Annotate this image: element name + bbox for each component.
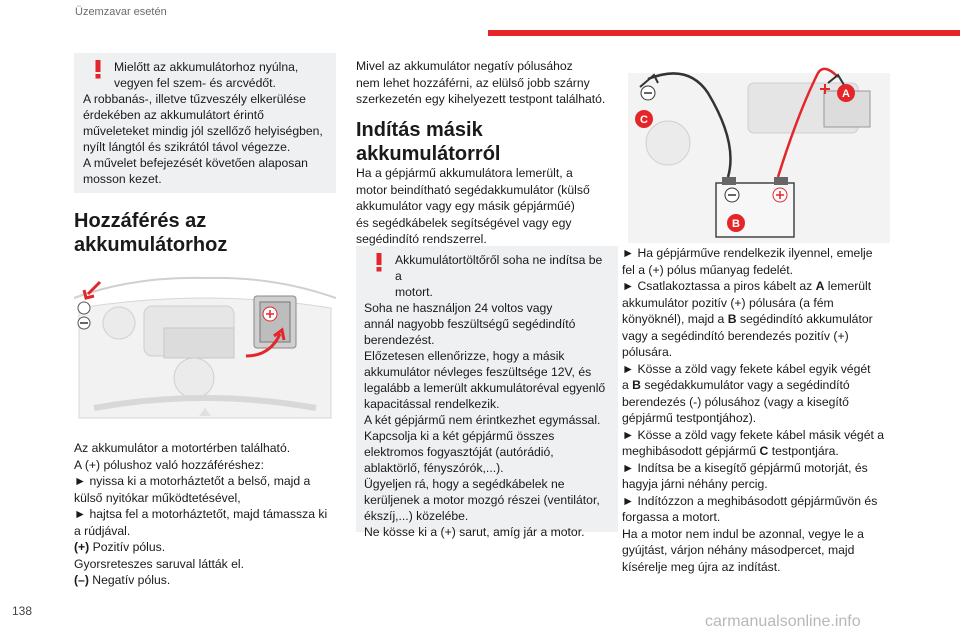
step-line [622, 493, 912, 510]
step-text: fel a (+) pólus műanyag fedelét. [622, 262, 794, 277]
warning-body-line: A két gépjármű nem érintkezhet egymással. [364, 413, 601, 427]
warning-body-line: berendezést. [364, 333, 435, 347]
body-line: nem lehet hozzáférni, az elülső jobb szárny [356, 75, 590, 90]
warning-body-line: Ügyeljen rá, hogy a segédkábelek ne [364, 477, 565, 491]
step-text: hagyja járni néhány percig. [622, 477, 768, 491]
heading-line: Hozzáférés az [74, 210, 207, 232]
step-text: testpontjára. [768, 444, 839, 458]
body-line: akkumulátor vagy egy másik gépjárműé) [356, 199, 575, 213]
ref-B: B [632, 378, 641, 392]
warning-line: motort. [395, 285, 433, 299]
page-number: 138 [12, 604, 33, 618]
step-line [622, 278, 912, 295]
section-heading-jump-start [356, 118, 618, 166]
step-text: kísérelje meg újra az indítást. [622, 559, 781, 574]
body-line: külső nyitókar működtetésével, [74, 490, 241, 505]
step-text: pólusára. [622, 345, 673, 359]
step-line [622, 328, 912, 345]
body-line: segédindító rendszerrel. [356, 232, 487, 246]
step-line [622, 262, 912, 279]
body-line: Az akkumulátor a motortérben található. [74, 441, 291, 455]
warning-body-line: Soha ne használjon 24 voltos vagy [364, 301, 553, 315]
warning-body-line: ablaktörlő, fényszórók,...). [364, 461, 504, 475]
body-line: ► hajtsa fel a motorháztetőt, majd támassza ki [74, 507, 328, 521]
step-text: berendezés (-) pólusához (vagy a kisegítő [622, 394, 849, 409]
warning-body-line: kerüljenek a motor mozgó részei (ventilátor, [364, 493, 600, 507]
step-line [622, 344, 912, 361]
warning-lead [364, 252, 610, 300]
warning-body-line: Ne kösse ki a (+) sarut, amíg jár a motor. [364, 525, 585, 539]
body-line: Mivel az akkumulátor negatív pólusához [356, 59, 573, 73]
step-line [622, 377, 912, 394]
legend-plus-continuation: Gyorsreteszes saruval látták el. [74, 556, 245, 571]
legend-minus-symbol: (–) [74, 573, 89, 587]
step-line [622, 526, 912, 543]
warning-box-jump-start [356, 246, 618, 539]
step-line [622, 509, 912, 526]
body-line: szerkezetén egy kihelyezett testpont található. [356, 92, 606, 106]
step-text: meghibásodott gépjármű [622, 444, 760, 458]
battery-access-text [74, 440, 344, 589]
heading-line: akkumulátorhoz [74, 234, 228, 256]
ground-point-intro [356, 58, 618, 108]
page-header-title: Üzemzavar esetén [75, 6, 167, 18]
warning-line: Mielőtt az akkumulátorhoz nyúlna, [114, 60, 299, 74]
warning-box-battery-safety [74, 53, 336, 193]
warning-lead [83, 59, 328, 91]
legend-minus-text: Negatív pólus. [88, 573, 171, 587]
body-line: ► nyissa ki a motorháztetőt a belső, majd a [74, 474, 311, 488]
step-text: forgassa a motort. [622, 510, 721, 524]
step-text: akkumulátor pozitív (+) pólusára (a fém [622, 295, 834, 310]
step-line [622, 443, 912, 460]
step-line [622, 295, 912, 312]
exclamation-icon [93, 59, 103, 79]
step-text: Ha a motor nem indul be azonnal, vegye le a [622, 526, 864, 541]
warning-body-line: elektromos fogyasztóját (autórádió, [364, 445, 554, 459]
step-text: ► Csatlakoztassa a piros kábelt az [622, 279, 816, 293]
step-text: ► Indítózzon a meghibásodott gépjárművön és [622, 493, 878, 508]
legend-plus [74, 539, 344, 556]
label-A: A [842, 88, 850, 100]
legend-plus-symbol: (+) [74, 540, 90, 554]
section-heading-battery-access [74, 209, 344, 257]
legend-plus-text: Pozitív pólus. [89, 540, 166, 554]
jump-start-steps [622, 245, 912, 575]
engine-bay-illustration [74, 268, 336, 428]
warning-line: Akkumulátortöltőről soha ne indítsa be a [395, 253, 603, 283]
jump-start-drawing [628, 53, 890, 243]
step-line [622, 476, 912, 493]
step-text: a [622, 378, 633, 392]
warning-body-line: legalább a lemerült akkumulátoréval egyenlő [364, 381, 606, 395]
header-accent-bar [488, 30, 960, 36]
engine-bay-drawing [74, 268, 336, 428]
heading-line: akkumulátorról [356, 143, 501, 165]
warning-body-line: mosson kezet. [83, 172, 162, 186]
body-line: Ha a gépjármű akkumulátora lemerült, a [356, 166, 573, 180]
label-B: B [732, 218, 740, 230]
exclamation-icon [374, 252, 384, 272]
ref-C: C [759, 444, 769, 458]
warning-body-line: nyílt lángtól és szikrától távol végezze. [83, 140, 291, 154]
warning-body-line: akkumulátor névleges feszültsége 12V, és [364, 365, 592, 379]
step-text: vagy a segédindító berendezés pozitív (+) [622, 328, 849, 343]
label-C: C [640, 114, 648, 126]
warning-line: vegyen fel szem- és arcvédőt. [114, 76, 276, 90]
warning-body-line: annál nagyobb feszültségű segédindító [364, 317, 576, 331]
warning-body-line: Kapcsolja ki a két gépjármű összes [364, 429, 555, 443]
step-line [622, 427, 912, 444]
step-line [622, 559, 912, 576]
warning-body-line: A művelet befejezését követően alaposan [83, 156, 308, 170]
warning-body-line: ékszíj,...) közelébe. [364, 509, 469, 523]
step-line [622, 410, 912, 427]
heading-line: Indítás másik [356, 119, 483, 141]
jump-start-intro [356, 165, 618, 248]
ref-B: B [727, 312, 737, 326]
step-text: segédindító akkumulátor [736, 312, 873, 326]
jump-start-illustration [628, 53, 890, 243]
body-line: a rúdjával. [74, 523, 131, 538]
step-text: gépjármű testpontjához). [622, 411, 757, 425]
step-line [622, 460, 912, 477]
step-text: ► Indítsa be a kisegítő gépjármű motorját, és [622, 460, 868, 475]
warning-body-line: kapacitással rendelkezik. [364, 397, 500, 411]
step-text: ► Ha gépjárműve rendelkezik ilyennel, emelje [622, 246, 873, 260]
warning-body-line: Előzetesen ellenőrizze, hogy a másik [364, 349, 565, 363]
step-line [622, 542, 912, 559]
warning-body-line: műveleteket mindig jól szellőző helyiségben, [83, 124, 323, 138]
step-line [622, 245, 912, 262]
warning-body-line: A robbanás-, illetve tűzveszély elkerülése [83, 92, 306, 106]
legend-minus [74, 572, 344, 589]
body-line: és segédkábelek segítségével vagy egy [356, 215, 572, 230]
step-text: gyújtást, várjon néhány másodpercet, majd [622, 543, 855, 557]
body-line: motor beindítható segédakkumulátor (külső [356, 182, 590, 197]
step-text: segédakkumulátor vagy a segédindító [640, 378, 850, 392]
step-text: lemerült [824, 279, 872, 293]
watermark: carmanualsonline.info [705, 613, 861, 630]
step-text: ► Kösse a zöld vagy fekete kábel egyik végét [622, 361, 871, 376]
step-text: ► Kösse a zöld vagy fekete kábel másik végét a [622, 427, 885, 442]
step-line [622, 394, 912, 411]
warning-body-line: érdekében az akkumulátort érintő [83, 108, 264, 122]
step-line [622, 361, 912, 378]
ref-A: A [815, 279, 825, 293]
body-line: A (+) pólushoz való hozzáféréshez: [74, 457, 265, 472]
step-text: könyöknél), majd a [622, 312, 728, 326]
step-line [622, 311, 912, 328]
